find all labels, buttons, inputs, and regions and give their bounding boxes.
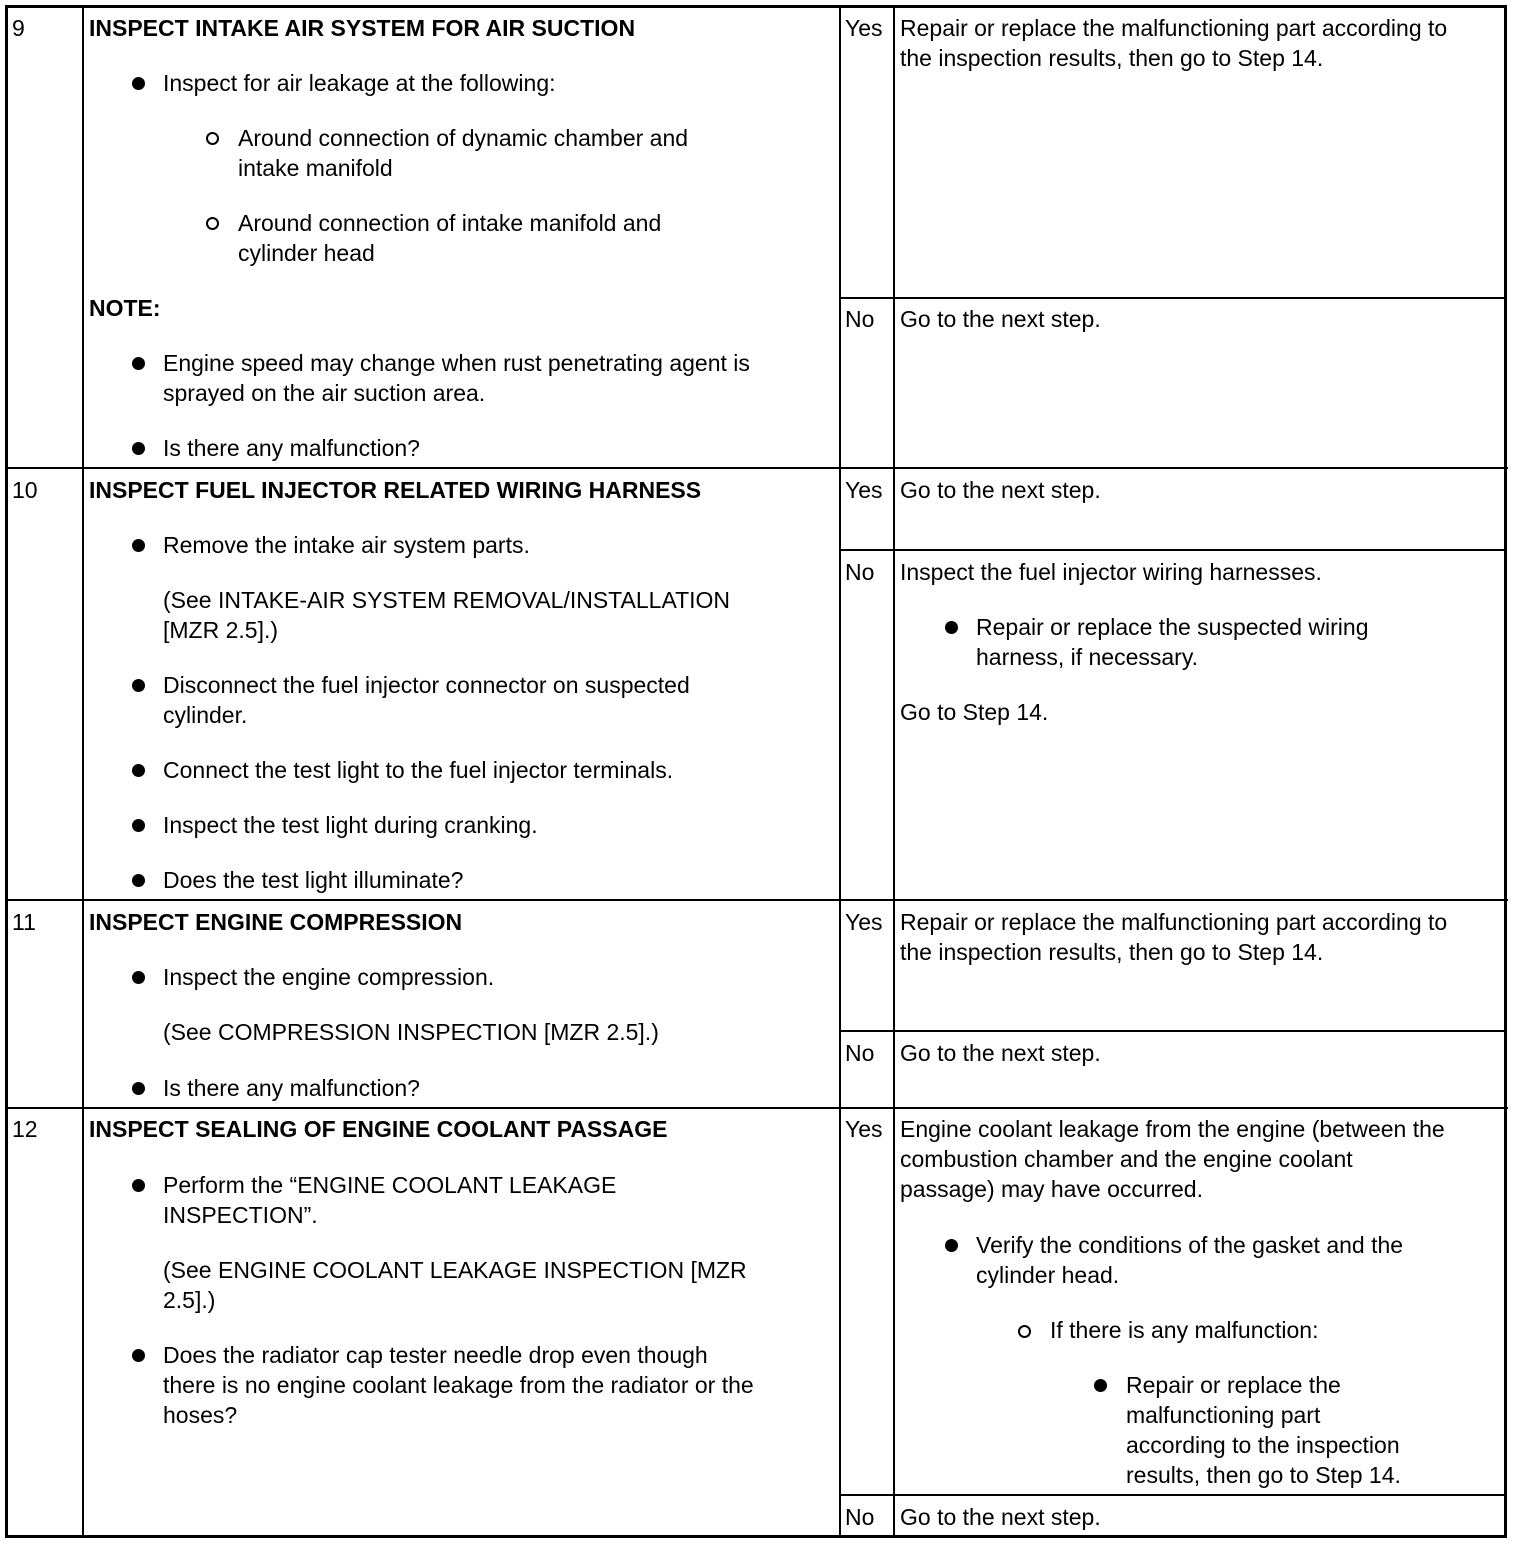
bullet-icon [132,539,145,552]
row-divider [6,1107,1508,1109]
action-text: (See COMPRESSION INSPECTION [MZR 2.5].) [163,1019,659,1045]
column-divider-action [839,6,841,1538]
result-text: Engine coolant leakage from the engine (between the [900,1116,1445,1142]
no-label: No [845,306,875,332]
answer-divider [839,549,1507,551]
result-text: Go to the next step. [900,1040,1101,1066]
result-text: combustion chamber and the engine coolant [900,1146,1353,1172]
action-text: sprayed on the air suction area. [163,380,486,406]
result-text: Repair or replace the [1126,1372,1341,1398]
yes-label: Yes [845,15,883,41]
action-text: Connect the test light to the fuel injector terminals. [163,757,674,783]
step-number: 9 [12,15,25,41]
action-text: Around connection of intake manifold and [238,210,662,236]
answer-divider [839,1494,1507,1496]
step-title: INSPECT ENGINE COMPRESSION [89,909,463,935]
column-divider-answer [893,6,895,1538]
action-text: Disconnect the fuel injector connector on suspected [163,672,690,698]
bullet-icon [945,621,958,634]
column-divider-step [82,6,84,1538]
action-text: Does the radiator cap tester needle drop even though [163,1342,708,1368]
action-text: intake manifold [238,155,393,181]
result-text: Go to Step 14. [900,699,1049,725]
result-text: Go to the next step. [900,306,1101,332]
result-text: Repair or replace the malfunctioning part according to [900,909,1448,935]
action-text: Inspect the test light during cranking. [163,812,538,838]
result-text: according to the inspection [1126,1432,1400,1458]
bullet-icon [132,819,145,832]
action-text: Remove the intake air system parts. [163,532,530,558]
bullet-icon [132,77,145,90]
result-text: Verify the conditions of the gasket and the [976,1232,1404,1258]
action-text: [MZR 2.5].) [163,617,279,643]
step-title: INSPECT INTAKE AIR SYSTEM FOR AIR SUCTION [89,15,636,41]
bullet-icon [132,442,145,455]
result-text: cylinder head. [976,1262,1120,1288]
bullet-icon [132,1179,145,1192]
action-text: Is there any malfunction? [163,435,420,461]
action-text: INSPECTION”. [163,1202,318,1228]
action-text: (See ENGINE COOLANT LEAKAGE INSPECTION [MZR [163,1257,747,1283]
bullet-icon [1094,1379,1107,1392]
result-text: Repair or replace the suspected wiring [976,614,1369,640]
bullet-icon [132,1349,145,1362]
result-text: Go to the next step. [900,1504,1101,1530]
bullet-icon [132,1082,145,1095]
yes-label: Yes [845,1116,883,1142]
bullet-icon [132,357,145,370]
step-number: 11 [12,909,36,935]
result-text: If there is any malfunction: [1050,1317,1319,1343]
result-text: Go to the next step. [900,477,1101,503]
step-number: 10 [12,477,38,503]
bullet-icon [132,764,145,777]
yes-label: Yes [845,909,883,935]
action-text: Engine speed may change when rust penetrating agent is [163,350,750,376]
action-text: Inspect the engine compression. [163,964,495,990]
answer-divider [839,297,1507,299]
action-text: (See INTAKE-AIR SYSTEM REMOVAL/INSTALLATION [163,587,731,613]
action-text: 2.5].) [163,1287,216,1313]
result-text: malfunctioning part [1126,1402,1321,1428]
sub-bullet-icon [206,132,219,145]
result-text: harness, if necessary. [976,644,1199,670]
sub-bullet-icon [1018,1325,1031,1338]
result-text: the inspection results, then go to Step 14. [900,45,1324,71]
row-divider [6,899,1508,901]
result-text: Repair or replace the malfunctioning part according to [900,15,1448,41]
action-text: Does the test light illuminate? [163,867,464,893]
no-label: No [845,1504,875,1530]
sub-bullet-icon [206,217,219,230]
action-text: cylinder head [238,240,375,266]
no-label: No [845,1040,875,1066]
yes-label: Yes [845,477,883,503]
result-text: the inspection results, then go to Step 14. [900,939,1324,965]
note-heading: NOTE: [89,295,161,321]
action-text: cylinder. [163,702,248,728]
bullet-icon [945,1239,958,1252]
bullet-icon [132,874,145,887]
step-title: INSPECT SEALING OF ENGINE COOLANT PASSAGE [89,1116,668,1142]
result-text: Inspect the fuel injector wiring harnesses. [900,559,1322,585]
result-text: passage) may have occurred. [900,1176,1203,1202]
no-label: No [845,559,875,585]
action-text: Is there any malfunction? [163,1075,420,1101]
bullet-icon [132,679,145,692]
row-divider [6,467,1508,469]
step-title: INSPECT FUEL INJECTOR RELATED WIRING HARNESS [89,477,702,503]
answer-divider [839,1030,1507,1032]
step-number: 12 [12,1116,38,1142]
action-text: Inspect for air leakage at the following: [163,70,556,96]
action-text: there is no engine coolant leakage from the radiator or the [163,1372,754,1398]
result-text: results, then go to Step 14. [1126,1462,1401,1488]
bullet-icon [132,971,145,984]
action-text: hoses? [163,1402,238,1428]
action-text: Around connection of dynamic chamber and [238,125,689,151]
action-text: Perform the “ENGINE COOLANT LEAKAGE [163,1172,617,1198]
